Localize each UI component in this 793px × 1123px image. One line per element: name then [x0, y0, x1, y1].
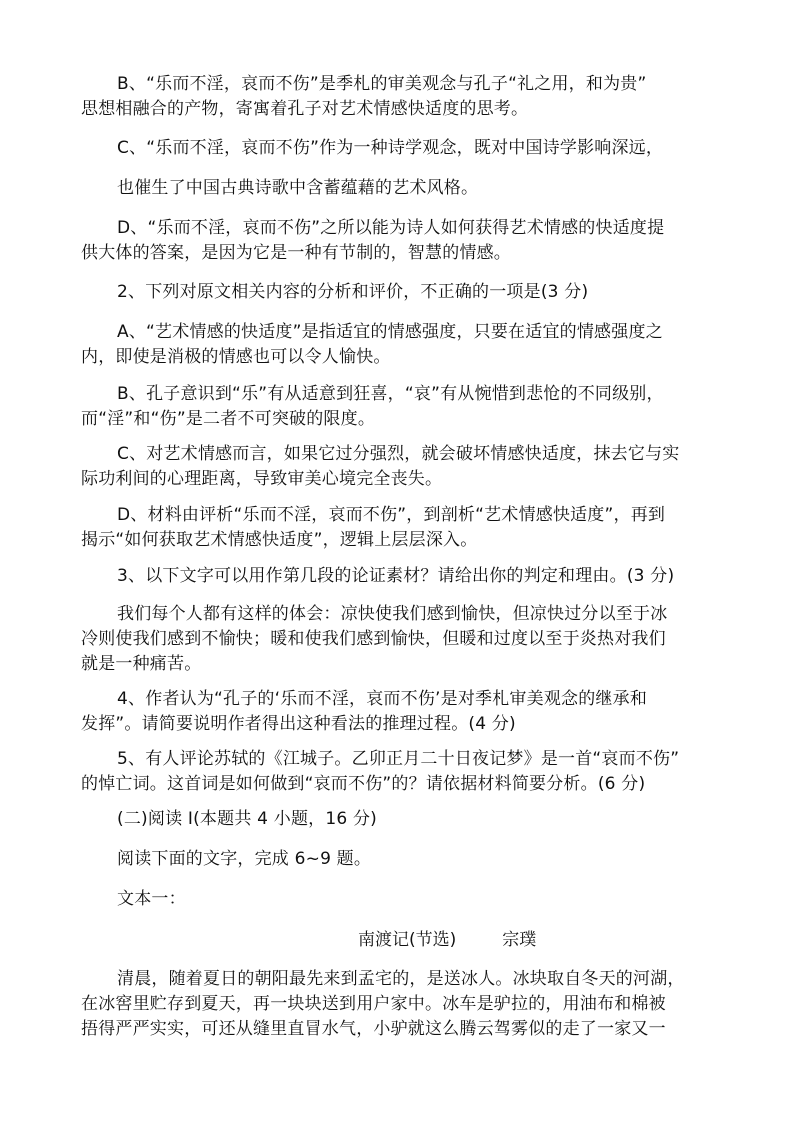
section-heading [81, 807, 721, 832]
text-line: 思想相融合的产物，寄寓着孔子对艺术情感快适度的思考。 [81, 99, 529, 119]
text-line: C、“乐而不淫，哀而不伤”作为一种诗学观念，既对中国诗学影响深远， [117, 138, 664, 158]
text-one-label [81, 887, 721, 912]
text-line: 供大体的答案，是因为它是一种有节制的，智慧的情感。 [81, 243, 511, 263]
option-c-paragraph [81, 136, 721, 161]
text-line: 而“淫”和“伤”是二者不可突破的限度。 [81, 409, 376, 429]
passage-title [358, 928, 536, 953]
question-3 [81, 564, 721, 589]
q2-option-d [81, 503, 721, 553]
option-b-paragraph [81, 72, 721, 122]
text-line: 清晨，随着夏日的朝阳最先来到孟宅的，是送冰人。冰块取自冬天的河湖， [117, 969, 685, 989]
passage-name: 南渡记(节选) [358, 930, 457, 950]
question-2 [81, 280, 721, 305]
question-5 [81, 747, 721, 797]
q2-option-a [81, 320, 721, 370]
text-line: 在冰窖里贮存到夏天，再一块块送到用户家中。冰车是驴拉的，用油布和棉被 [81, 994, 666, 1014]
passage-paragraph [81, 967, 721, 1042]
text-line: B、“乐而不淫，哀而不伤”是季札的审美观念与孔子“礼之用，和为贵” [117, 74, 647, 94]
text-line: D、材料由评析“乐而不淫，哀而不伤”，到剖析“艺术情感快适度”，再到 [117, 505, 666, 525]
option-c-continuation [81, 176, 721, 201]
q2-option-b [81, 382, 721, 432]
text-line: 冷则使我们感到不愉快；暖和使我们感到愉快，但暖和过度以至于炎热对我们 [81, 629, 666, 649]
text-line: 发挥”。请简要说明作者得出这种看法的推理过程。(4 分) [81, 714, 516, 734]
text-line: D、“乐而不淫，哀而不伤”之所以能为诗人如何获得艺术情感的快适度提 [117, 218, 665, 238]
text-line: 5、有人评论苏轼的《江城子。乙卯正月二十日夜记梦》是一首“哀而不伤” [117, 749, 680, 769]
text-line: 4、作者认为“孔子的‘乐而不淫，哀而不伤’是对季札审美观念的继承和 [117, 689, 648, 709]
text-line: A、“艺术情感的快适度”是指适宜的情感强度，只要在适宜的情感强度之 [117, 322, 663, 342]
text-line: C、对艺术情感而言，如果它过分强烈，就会破坏情感快适度，抹去它与实 [117, 444, 680, 464]
passage-author: 宗璞 [502, 930, 537, 950]
text-line: 的悼亡词。这首词是如何做到“哀而不伤”的？请依据材料简要分析。(6 分) [81, 774, 646, 794]
text-line: 际功利间的心理距离，导致审美心境完全丧失。 [81, 469, 443, 489]
text-line: 2、下列对原文相关内容的分析和评价，不正确的一项是(3 分) [117, 282, 589, 302]
text-line: 文本一： [117, 889, 186, 909]
q3-material [81, 602, 721, 677]
text-line: 阅读下面的文字，完成 6~9 题。 [117, 849, 372, 869]
text-line: 我们每个人都有这样的体会：凉快使我们感到愉快，但凉快过分以至于冰 [117, 604, 668, 624]
reading-instruction [81, 847, 721, 872]
text-line: 捂得严严实实，可还从缝里直冒水气，小驴就这么腾云驾雾似的走了一家又一 [81, 1019, 666, 1039]
q2-option-c [81, 442, 721, 492]
text-line: B、孔子意识到“乐”有从适意到狂喜，“哀”有从惋惜到悲怆的不同级别， [117, 384, 664, 404]
text-line: (二)阅读 I(本题共 4 小题，16 分) [117, 809, 378, 829]
text-line: 内，即使是消极的情感也可以令人愉快。 [81, 347, 391, 367]
text-line: 3、以下文字可以用作第几段的论证素材？请给出你的判定和理由。(3 分) [117, 566, 675, 586]
text-line: 就是一种痛苦。 [81, 654, 202, 674]
option-d-paragraph [81, 216, 721, 266]
text-line: 揭示“如何获取艺术情感快适度”，逻辑上层层深入。 [81, 530, 478, 550]
text-line: 也催生了中国古典诗歌中含蓄蕴藉的艺术风格。 [117, 178, 479, 198]
question-4 [81, 687, 721, 737]
